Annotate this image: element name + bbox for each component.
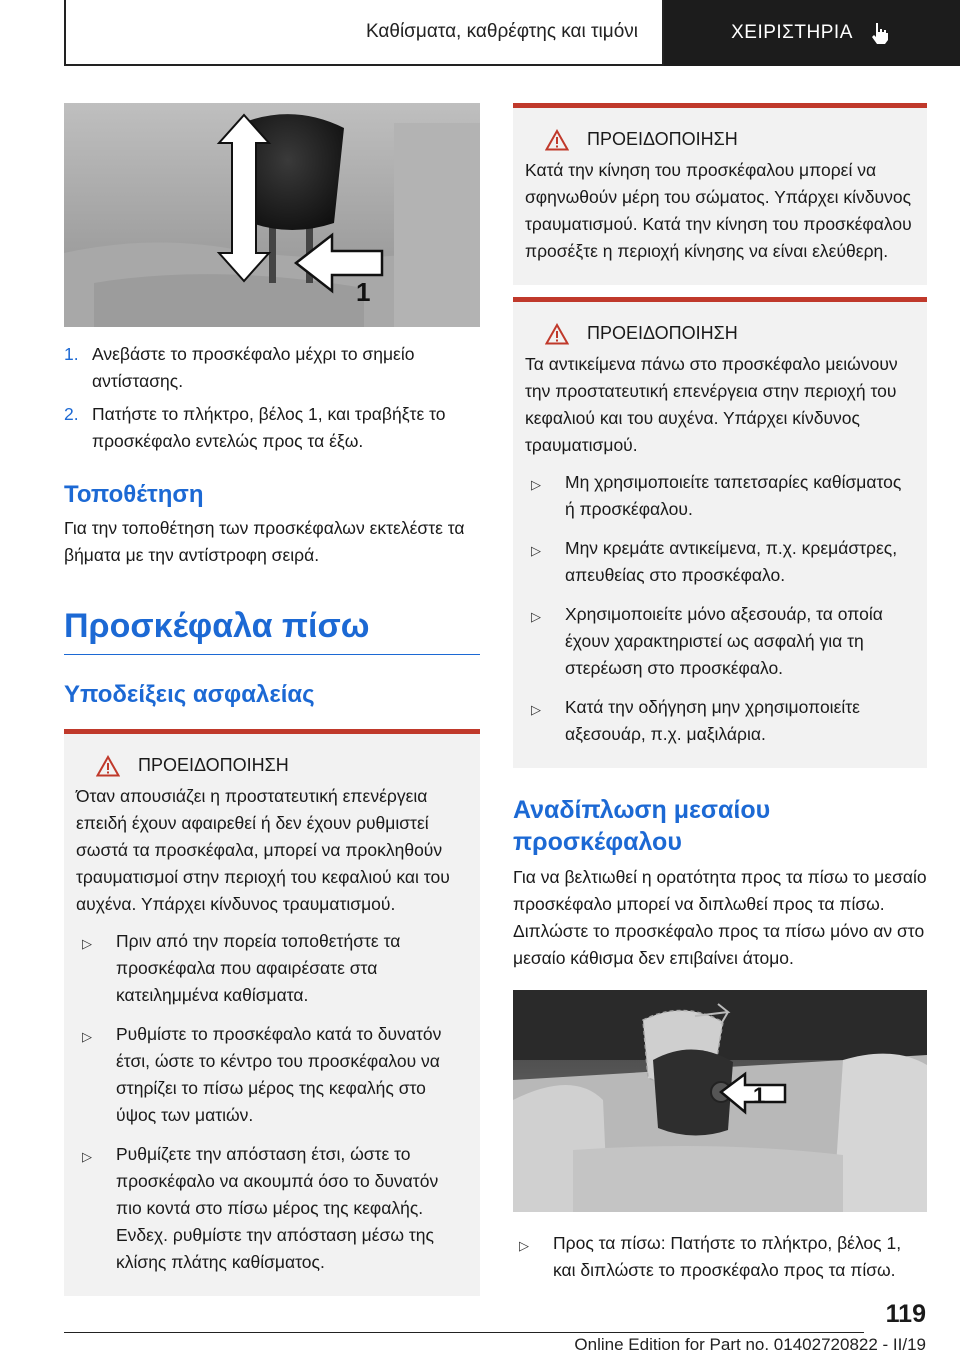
edition-text: Online Edition for Part no. 01402720822 - II/19 <box>574 1335 926 1354</box>
list-item: ▷ Προς τα πίσω: Πατήστε το πλήκτρο, βέλος 1, και διπλώστε το προσκέφαλο προς τα πίσω. <box>513 1230 927 1284</box>
right-column <box>513 103 927 1284</box>
warning-title: ΠΡΟΕΙΔΟΠΟΙΗΣΗ <box>587 129 738 149</box>
chapter-tab-label: ΧΕΙΡΙΣΤΗΡΙΑ <box>731 22 853 43</box>
safety-heading: Υποδείξεις ασφαλείας <box>64 681 315 708</box>
bullet-triangle-icon: ▷ <box>531 609 541 624</box>
warning-text: Όταν απουσιάζει η προστατευτική επενέργεια επειδή έχουν αφαιρεθεί ή δεν έχουν ρυθμιστεί σωστά τα προσκέφαλα, μπορεί να προκληθούν τραυματισμοί στην περιοχή του κεφαλιού και του αυχένα. Υπάρχει κίνδυνος τραυματισμού. <box>76 786 450 914</box>
warning-box <box>513 297 927 768</box>
bullet-triangle-icon: ▷ <box>82 1029 92 1044</box>
list-item: ▷ Ρυθμίστε το προσκέφαλο κατά το δυνατόν έτσι, ώστε το κέντρο του προσκέφαλου να στηρίζει το πίσω μέρος της κεφαλής στο ύψος των ματιών. <box>76 1021 468 1129</box>
warning-triangle-icon <box>545 323 569 345</box>
warning-box <box>513 103 927 285</box>
install-text: Για την τοποθέτηση των προσκέφαλων εκτελέστε τα βήματα με την αντίστροφη σειρά. <box>64 518 465 565</box>
chapter-tab[interactable] <box>664 0 960 66</box>
bullet-triangle-icon: ▷ <box>519 1238 529 1253</box>
arrow-label-1: 1 <box>753 1083 766 1108</box>
list-item: ▷ Χρησιμοποιείτε μόνο αξεσουάρ, τα οποία έχουν χαρακτηριστεί ως ασφαλή για τη στερέωση στο προσκέφαλο. <box>525 601 915 682</box>
warning-text: Κατά την κίνηση του προσκέφαλου μπορεί να σφηνωθούν μέρη του σώματος. Υπάρχει κίνδυνος τραυματισμού. Κατά την κίνηση του προσκέφαλου προσέξτε η περιοχή κίνησης να είναι ελεύθερη. <box>525 160 912 261</box>
hand-pointer-icon <box>867 20 893 46</box>
warning-text: Τα αντικείμενα πάνω στο προσκέφαλο μειώνουν την προστατευτική επενέργεια στην περιοχή του κεφαλιού και του αυχένα. Υπάρχει κίνδυνος τραυματισμού. <box>525 354 898 455</box>
bullet-triangle-icon: ▷ <box>531 702 541 717</box>
warning-title: ΠΡΟΕΙΔΟΠΟΙΗΣΗ <box>587 323 738 343</box>
headrest-removal-photo <box>64 103 480 327</box>
list-item: ▷ Κατά την οδήγηση μην χρησιμοποιείτε αξεσουάρ, π.χ. μαξιλάρια. <box>525 694 915 748</box>
fold-heading: Αναδίπλωση μεσαίου προσκέφαλου <box>513 796 771 856</box>
list-item: ▷ Μη χρησιμοποιείτε ταπετσαρίες καθίσματος ή προσκέφαλου. <box>525 469 915 523</box>
removal-steps <box>64 341 480 455</box>
bullet-triangle-icon: ▷ <box>531 477 541 492</box>
main-heading: Προσκέφαλα πίσω <box>64 607 480 655</box>
warning-triangle-icon <box>545 129 569 151</box>
bullet-triangle-icon: ▷ <box>82 936 92 951</box>
left-column <box>64 103 480 1296</box>
section-title: Καθίσματα, καθρέφτης και τιμόνι <box>64 0 664 66</box>
headrest-fold-photo <box>513 990 927 1212</box>
page-number: 119 <box>885 1300 926 1328</box>
list-item: ▷ Πριν από την πορεία τοποθετήστε τα προσκέφαλα που αφαιρέσατε στα κατειλημμένα καθίσματα. <box>76 928 468 1009</box>
list-item: ▷ Μην κρεμάτε αντικείμενα, π.χ. κρεμάστρες, απευθείας στο προσκέφαλο. <box>525 535 915 589</box>
warning-title: ΠΡΟΕΙΔΟΠΟΙΗΣΗ <box>138 755 289 775</box>
arrow-label-1: 1 <box>356 277 371 307</box>
list-item: 2. Πατήστε το πλήκτρο, βέλος 1, και τραβήξτε το προσκέφαλο εντελώς προς τα έξω. <box>64 404 446 451</box>
warning-box <box>64 729 480 1296</box>
bullet-triangle-icon: ▷ <box>531 543 541 558</box>
bullet-triangle-icon: ▷ <box>82 1149 92 1164</box>
fold-text: Για να βελτιωθεί η ορατότητα προς τα πίσω το μεσαίο προσκέφαλο μπορεί να διπλωθεί προς τα πίσω. Διπλώστε το προσκέφαλο προς τα πίσω μόνο αν στο μεσαίο κάθισμα δεν επιβαίνει άτομο. <box>513 867 927 968</box>
install-heading: Τοποθέτηση <box>64 481 204 508</box>
list-item: 1. Ανεβάστε το προσκέφαλο μέχρι το σημείο αντίστασης. <box>64 344 415 391</box>
warning-triangle-icon <box>96 755 120 777</box>
page-header <box>64 0 960 66</box>
footer-divider <box>64 1332 864 1333</box>
list-item: ▷ Ρυθμίζετε την απόσταση έτσι, ώστε το προσκέφαλο να ακουμπά όσο το δυνατόν πιο κοντά στο πίσω μέρος της κεφαλής. Ενδεχ. ρυθμίστε την απόσταση μέσω της κλίσης πλάτης καθίσματος. <box>76 1141 468 1276</box>
